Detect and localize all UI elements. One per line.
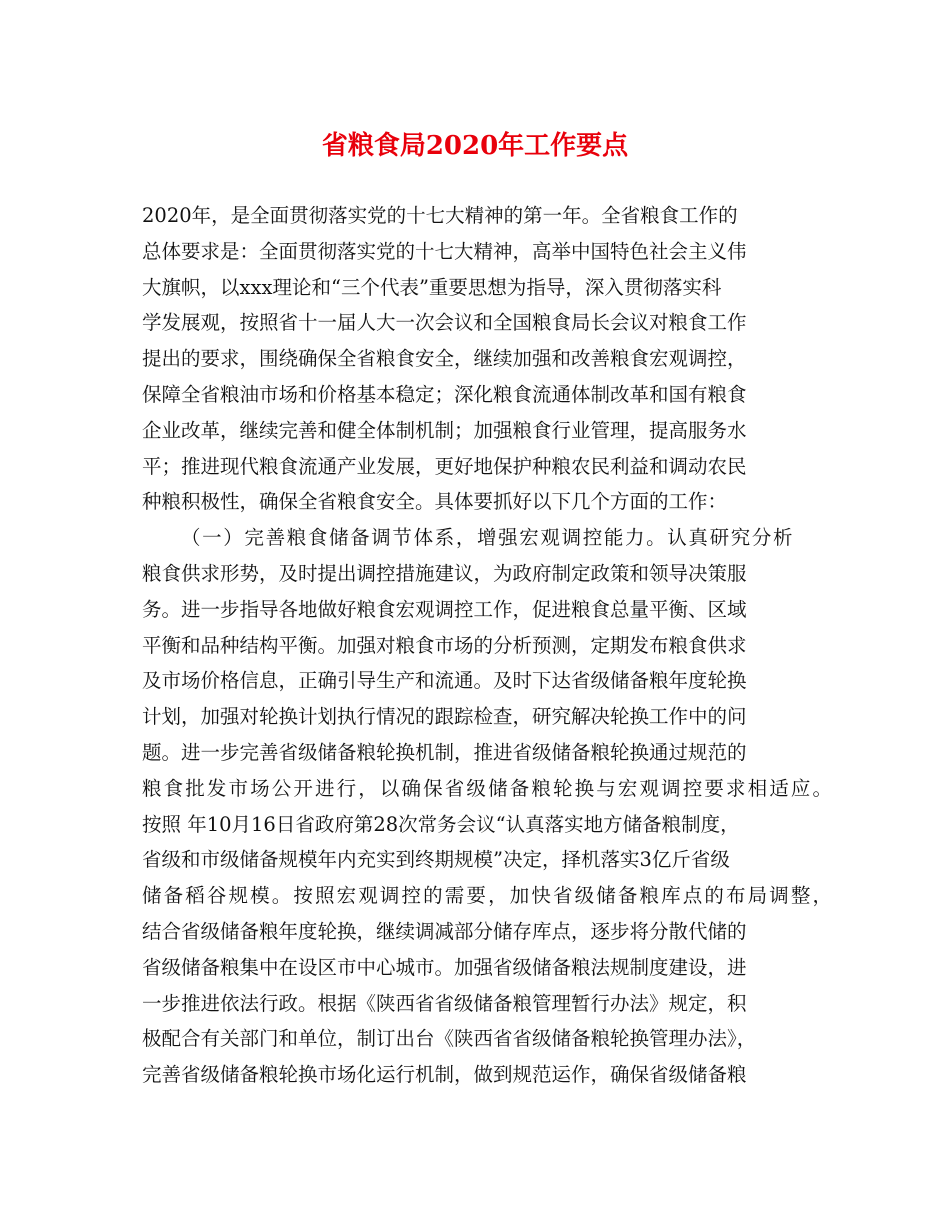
paragraph (142, 198, 832, 520)
text-line: 务。进一步指导各地做好粮食宏观调控工作，促进粮食总量平衡、区域 (142, 597, 747, 621)
text-line: 及市场价格信息，正确引导生产和流通。及时下达省级储备粮年度轮换 (142, 669, 747, 693)
text-line: 种粮积极性，确保全省粮食安全。具体要抓好以下几个方面的工作： (142, 490, 728, 514)
text-line: 按照 年10月16日省政府第28次常务会议“认真落实地方储备粮制度， (142, 812, 740, 836)
text-line: 完善省级储备粮轮换市场化运行机制，做到规范运作，确保省级储备粮 (142, 1063, 747, 1087)
document-body (142, 198, 835, 1093)
text-line: 2020年，是全面贯彻落实党的十七大精神的第一年。全省粮食工作的 (142, 204, 738, 227)
text-line: 大旗帜，以xxx理论和“三个代表”重要思想为指导，深入贯彻落实科 (142, 275, 722, 299)
text-line: 省级储备粮集中在设区市中心城市。加强省级储备粮法规制度建设，进 (142, 955, 747, 979)
text-line: 平衡和品种结构平衡。加强对粮食市场的分析预测，定期发布粮食供求 (142, 633, 747, 657)
text-line: （一）完善粮食储备调节体系，增强宏观调控能力。认真研究分析 (181, 526, 795, 550)
text-line: 粮食供求形势，及时提出调控措施建议，为政府制定政策和领导决策服 (142, 561, 747, 585)
paragraph (142, 520, 835, 1093)
text-line: 提出的要求，围绕确保全省粮食安全，继续加强和改善粮食宏观调控， (142, 347, 747, 371)
text-line: 一步推进依法行政。根据《陕西省省级储备粮管理暂行办法》规定，积 (142, 991, 747, 1015)
text-line: 学发展观，按照省十一届人大一次会议和全国粮食局长会议对粮食工作 (142, 311, 747, 335)
text-line: 极配合有关部门和单位，制订出台《陕西省省级储备粮轮换管理办法》， (142, 1027, 757, 1051)
document-title: 省粮食局2020年工作要点 (321, 131, 629, 161)
text-line: 粮食批发市场公开进行，以确保省级储备粮轮换与宏观调控要求相适应。 (142, 776, 835, 800)
text-line: 省级和市级储备规模年内充实到终期规模”决定，择机落实3亿斤省级 (142, 848, 730, 872)
text-line: 计划，加强对轮换计划执行情况的跟踪检查，研究解决轮换工作中的问 (142, 705, 747, 729)
text-line: 总体要求是：全面贯彻落实党的十七大精神，高举中国特色社会主义伟 (142, 239, 747, 263)
text-line: 保障全省粮油市场和价格基本稳定；深化粮食流通体制改革和国有粮食 (142, 382, 747, 406)
text-line: 企业改革，继续完善和健全体制机制；加强粮食行业管理，提高服务水 (142, 418, 747, 442)
text-line: 题。进一步完善省级储备粮轮换机制，推进省级储备粮轮换通过规范的 (142, 740, 747, 764)
text-line: 结合省级储备粮年度轮换，继续调减部分储存库点，逐步将分散代储的 (142, 919, 747, 943)
text-line: 储备稻谷规模。按照宏观调控的需要，加快省级储备粮库点的布局调整， (142, 884, 835, 908)
text-line: 平；推进现代粮食流通产业发展，更好地保护种粮农民利益和调动农民 (142, 454, 747, 478)
